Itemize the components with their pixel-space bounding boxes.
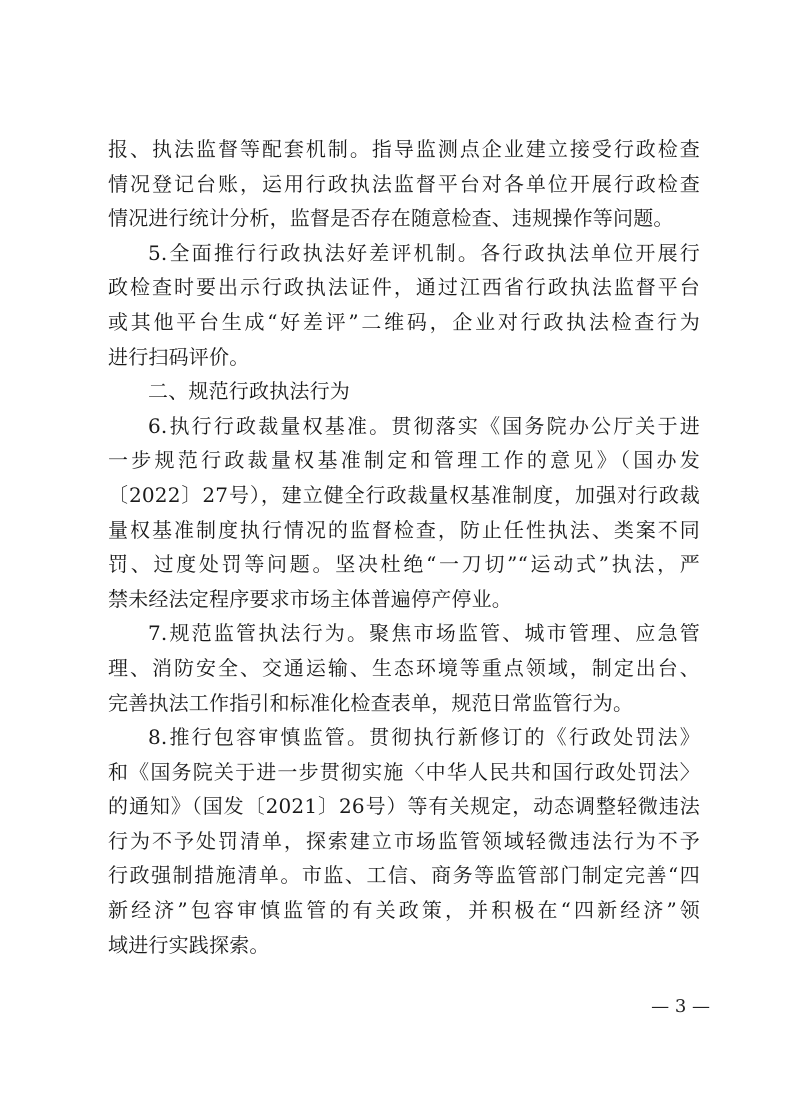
paragraph-7-start: 7.规范监管执法行为。聚焦市场监管、城市管理、应急管 (148, 621, 700, 646)
text-line: 和《国务院关于进一步贯彻实施〈中华人民共和国行政处罚法〉 (108, 759, 700, 784)
text-line: 政检查时要出示行政执法证件，通过江西省行政执法监督平台 (108, 275, 700, 300)
text-line: 新经济”包容审慎监管的有关政策，并积极在“四新经济”领 (108, 898, 700, 923)
paragraph-5-start: 5.全面推行行政执法好差评机制。各行政执法单位开展行 (148, 240, 700, 265)
document-body (108, 132, 700, 962)
text-line: 报、执法监督等配套机制。指导监测点企业建立接受行政检查 (108, 137, 700, 161)
text-line: 一步规范行政裁量权基准制定和管理工作的意见》（国办发 (108, 448, 700, 473)
paragraph-6-start: 6.执行行政裁量权基准。贯彻落实《国务院办公厅关于进 (148, 413, 700, 438)
text-line: 域进行实践探索。 (108, 932, 270, 957)
text-line: 进行扫码评价。 (108, 344, 250, 369)
text-line: 行为不予处罚清单，探索建立市场监管领域轻微违法行为不予 (108, 828, 700, 853)
text-line: 量权基准制度执行情况的监督检查，防止任性执法、类案不同 (108, 517, 700, 542)
text-line: 完善执法工作指引和标准化检查表单，规范日常监管行为。 (108, 690, 634, 715)
text-line: 罚、过度处罚等问题。坚决杜绝“一刀切”“运动式”执法，严 (108, 552, 700, 577)
text-line: 情况进行统计分析，监督是否存在随意检查、违规操作等问题。 (108, 206, 674, 231)
text-line: 禁未经法定程序要求市场主体普遍停产停业。 (108, 586, 512, 611)
text-line: 或其他平台生成“好差评”二维码，企业对行政执法检查行为 (108, 309, 700, 334)
text-line: 行政强制措施清单。市监、工信、商务等监管部门制定完善“四 (108, 863, 700, 888)
text-line: 的通知》（国发〔2021〕26号）等有关规定，动态调整轻微违法 (108, 794, 700, 819)
page-number: — 3 — (651, 996, 710, 1017)
text-line: 理、消防安全、交通运输、生态环境等重点领域，制定出台、 (108, 655, 700, 680)
text-line: 〔2022〕27号），建立健全行政裁量权基准制度，加强对行政裁 (108, 482, 700, 507)
section-heading: 二、规范行政执法行为 (148, 379, 350, 404)
text-line: 情况登记台账，运用行政执法监督平台对各单位开展行政检查 (108, 171, 700, 196)
paragraph-8-start: 8.推行包容审慎监管。贯彻执行新修订的《行政处罚法》 (148, 725, 700, 750)
